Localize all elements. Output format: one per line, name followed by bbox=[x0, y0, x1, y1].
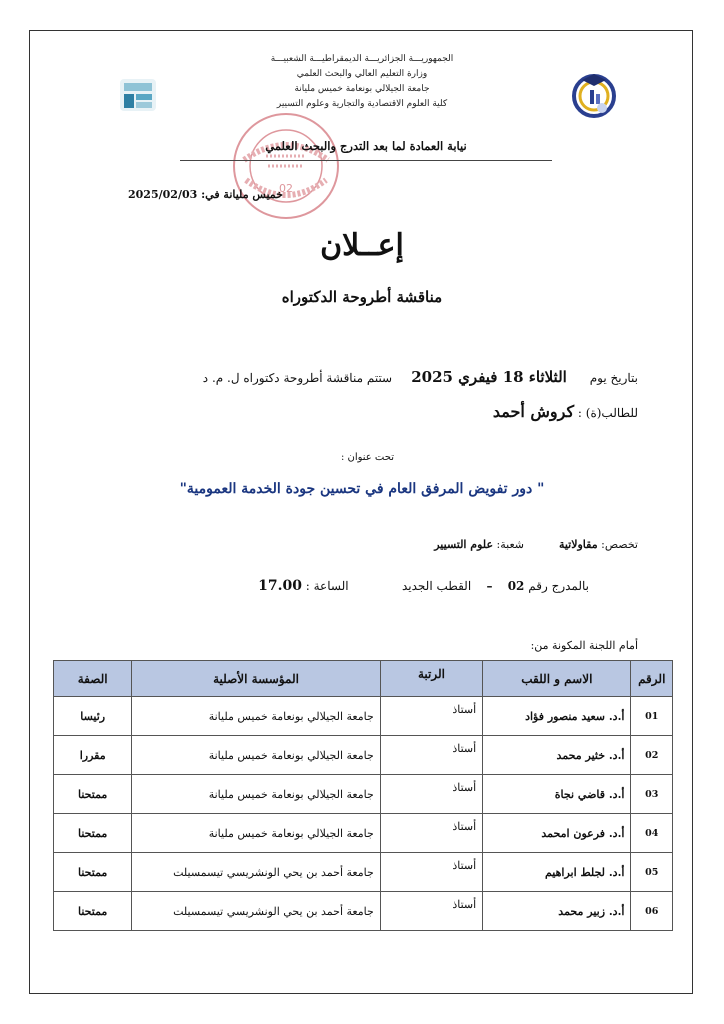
member-number: 03 bbox=[631, 775, 673, 814]
specialty-label: تخصص: bbox=[601, 538, 638, 551]
header-line-faculty: كلية العلوم الاقتصادية والتجارية وعلوم التسيير bbox=[276, 99, 448, 109]
member-institution: جامعة أحمد بن يحي الونشريسي تيسمسيلت bbox=[132, 853, 380, 892]
time-label: الساعة : bbox=[305, 579, 349, 593]
stamp-number: 02 bbox=[279, 182, 293, 195]
table-row bbox=[54, 814, 673, 853]
member-rank: أستاذ bbox=[380, 697, 482, 736]
issue-date-value: 2025/02/03 bbox=[128, 188, 198, 201]
department-title: نيابة العمادة لما بعد التدرج والبحث العلمي bbox=[265, 139, 467, 153]
member-name: أ.د. سعيد منصور فؤاد bbox=[483, 697, 631, 736]
table-row bbox=[54, 697, 673, 736]
member-number: 06 bbox=[631, 892, 673, 931]
member-name: أ.د. زبير محمد bbox=[483, 892, 631, 931]
header-role: الصفة bbox=[54, 661, 132, 697]
defense-date: الثلاثاء 18 فيفري 2025 bbox=[411, 368, 567, 386]
committee-label: أمام اللجنة المكونة من: bbox=[530, 639, 638, 652]
student-name: كروش أحمد bbox=[492, 402, 575, 421]
member-rank: أستاذ bbox=[380, 892, 482, 931]
committee-table bbox=[53, 660, 673, 931]
page-title: إعــلان bbox=[320, 228, 404, 263]
date-suffix: ستتم مناقشة أطروحة دكتوراه ل. م. د bbox=[202, 371, 393, 385]
specialty-value: مقاولاتية bbox=[558, 538, 598, 551]
member-rank: أستاذ bbox=[380, 814, 482, 853]
table-row bbox=[54, 775, 673, 814]
header-number: الرقم bbox=[631, 661, 673, 697]
member-institution: جامعة الجيلالي بونعامة خميس مليانة bbox=[132, 775, 380, 814]
member-rank: أستاذ bbox=[380, 736, 482, 775]
member-number: 05 bbox=[631, 853, 673, 892]
date-prefix: بتاريخ يوم bbox=[589, 371, 638, 385]
member-rank: أستاذ bbox=[380, 853, 482, 892]
member-role: ممتحنا bbox=[54, 775, 132, 814]
member-institution: جامعة الجيلالي بونعامة خميس مليانة bbox=[132, 736, 380, 775]
member-institution: جامعة الجيلالي بونعامة خميس مليانة bbox=[132, 697, 380, 736]
member-role: رئيسا bbox=[54, 697, 132, 736]
time-value: 17.00 bbox=[258, 578, 302, 594]
header-institution: المؤسسة الأصلية bbox=[132, 661, 380, 697]
member-role: ممتحنا bbox=[54, 814, 132, 853]
header-name: الاسم و اللقب bbox=[483, 661, 631, 697]
member-institution: جامعة أحمد بن يحي الونشريسي تيسمسيلت bbox=[132, 892, 380, 931]
member-number: 01 bbox=[631, 697, 673, 736]
location-prefix: بالمدرج رقم bbox=[528, 579, 589, 593]
header-line-republic: الجمهوريـــة الجزائريـــة الديمقراطيـــة الشعبيـــة bbox=[270, 54, 454, 64]
committee-header-row bbox=[54, 661, 673, 697]
location-place: القطب الجديد bbox=[401, 579, 472, 593]
student-line bbox=[493, 402, 638, 421]
faculty-logo-icon bbox=[568, 68, 620, 120]
thesis-title: " دور تفويض المرفق العام في تحسين جودة الخدمة العمومية" bbox=[179, 481, 545, 497]
specialty-line bbox=[434, 538, 638, 551]
member-institution: جامعة الجيلالي بونعامة خميس مليانة bbox=[132, 814, 380, 853]
member-number: 04 bbox=[631, 814, 673, 853]
page-subtitle: مناقشة أطروحة الدكتوراه bbox=[281, 288, 443, 306]
location-number: 02 bbox=[507, 579, 525, 593]
university-logo-icon bbox=[118, 75, 158, 115]
official-stamp-icon bbox=[230, 110, 342, 222]
issue-date-line bbox=[128, 188, 283, 201]
member-number: 02 bbox=[631, 736, 673, 775]
issue-date-label: خميس مليانة في: bbox=[201, 188, 283, 201]
location-line bbox=[258, 578, 589, 594]
table-row bbox=[54, 853, 673, 892]
header-rank: الرتبة bbox=[380, 661, 482, 697]
member-name: أ.د. قاضي نجاة bbox=[483, 775, 631, 814]
member-role: ممتحنا bbox=[54, 853, 132, 892]
header-line-ministry: وزارة التعليم العالي والبحث العلمي bbox=[296, 69, 428, 79]
table-row bbox=[54, 736, 673, 775]
student-label: للطالب(ة) : bbox=[577, 406, 638, 420]
thesis-title-label: تحت عنوان : bbox=[340, 452, 394, 463]
defense-date-line bbox=[203, 368, 638, 386]
branch-value: علوم التسيير bbox=[434, 538, 494, 551]
branch-label: شعبة: bbox=[496, 538, 524, 551]
member-role: ممتحنا bbox=[54, 892, 132, 931]
member-name: أ.د. فرعون امحمد bbox=[483, 814, 631, 853]
member-name: أ.د. خثير محمد bbox=[483, 736, 631, 775]
member-role: مقررا bbox=[54, 736, 132, 775]
member-rank: أستاذ bbox=[380, 775, 482, 814]
header-divider bbox=[180, 160, 552, 161]
member-name: أ.د. لجلط ابراهيم bbox=[483, 853, 631, 892]
table-row bbox=[54, 892, 673, 931]
header-line-university: جامعة الجيلالي بونعامة خميس مليانة bbox=[294, 84, 430, 94]
location-dash: – bbox=[486, 579, 493, 593]
